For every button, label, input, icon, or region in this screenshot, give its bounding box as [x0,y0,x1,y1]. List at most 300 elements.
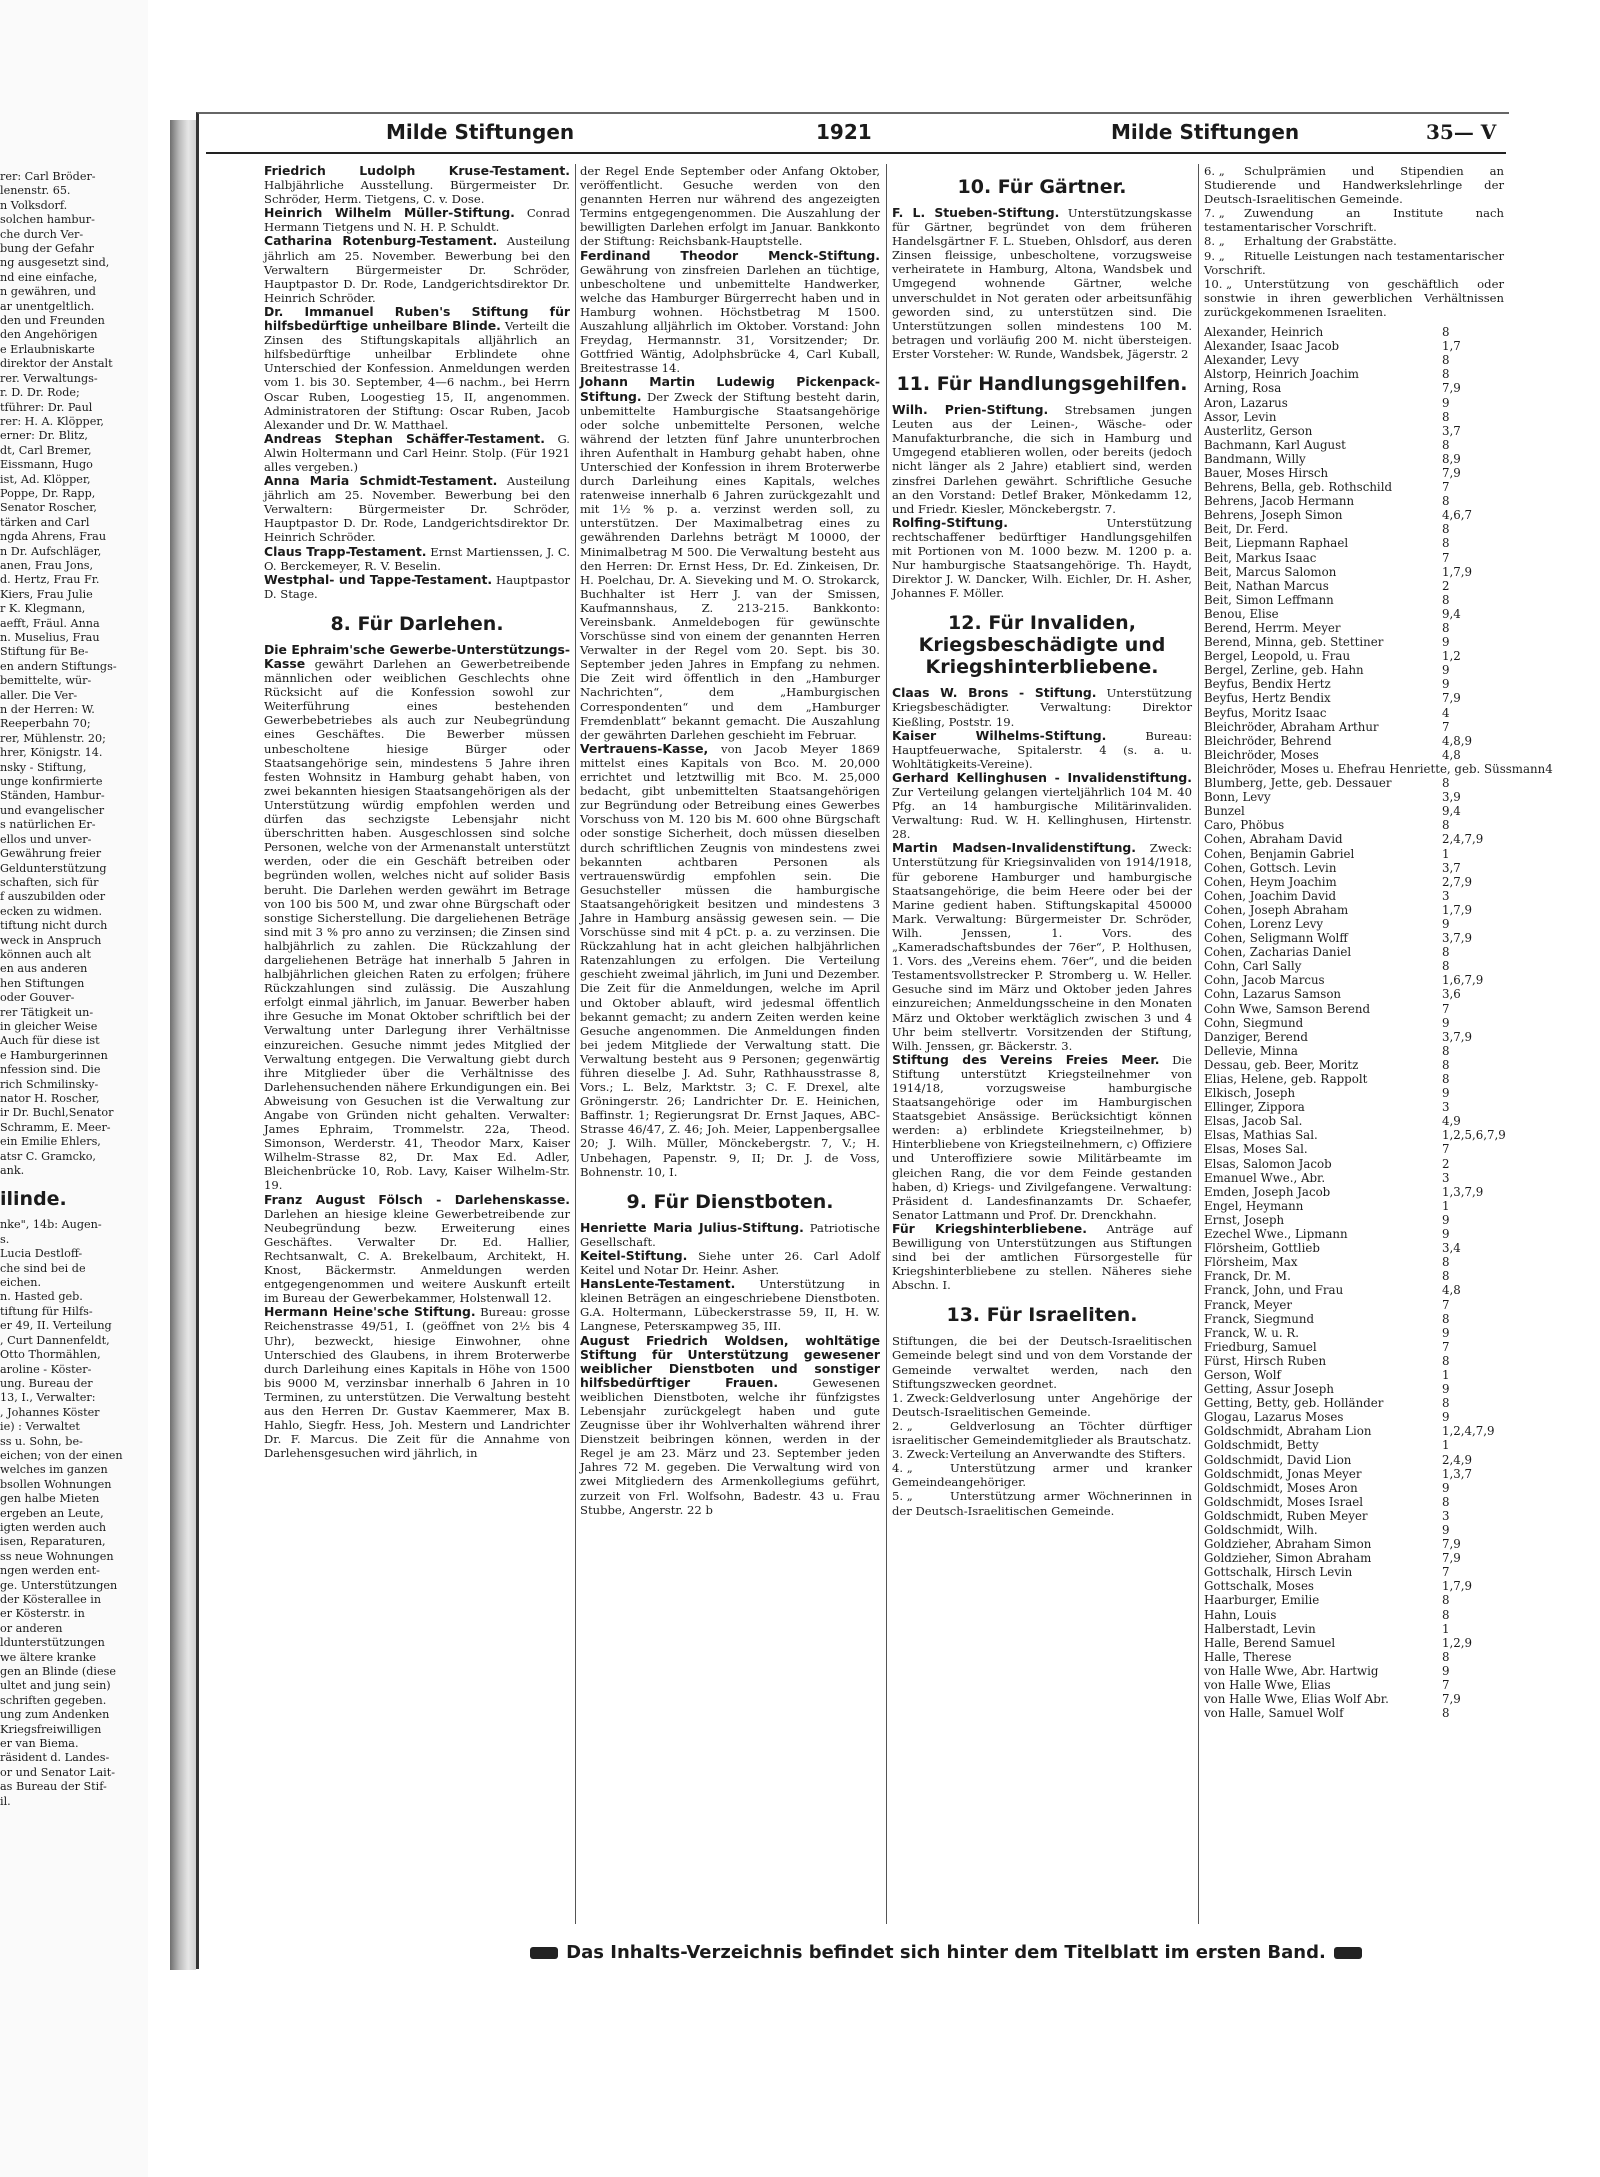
foundation-name: Cohn Wwe, Samson Berend [1204,1001,1371,1016]
foundation-name: Rolfing-Stiftung. [892,514,1008,530]
entry-paragraph [264,643,570,1193]
foundation-name: Stiftung des Vereins Freies Meer. [892,1051,1160,1067]
fragment-line: bsollen Wohnungen [0,1477,112,1491]
foundation-name: Dessau, geb. Beer, Moritz [1204,1057,1359,1072]
purpose-codes: 7,9 [1442,465,1461,480]
foundation-name: Goldzieher, Abraham Simon [1204,1537,1372,1552]
purpose-codes: 8 [1442,1494,1450,1509]
fragment-line: rich Schmilinsky- [0,1077,99,1091]
entry-paragraph [892,1334,1192,1390]
entry-text: Darlehen an hiesige kleine Gewerbetreibende zur Neubegründung bezw. Erweiterung eines Geschäftes. Verwalter Dr. Ed. Hallier, Rechtsanwalt, C. A. Brekelbaum, Architekt, H. Knost, Bäckermstr. Anmeldungen werden entgegengenommen und weitere Auskunft erteilt im Bureau der Gewerbekammer, Holstenwall 12. [264,1206,570,1306]
purpose-number: 5. „ [892,1489,913,1504]
purpose-codes: 9,4 [1442,606,1461,621]
foundation-name: Alexander, Heinrich [1204,325,1324,340]
index-row [1204,677,1504,691]
fragment-line: weck in Anspruch [0,933,102,947]
fragment-line: Kriegsfreiwilligen [0,1722,102,1736]
foundation-name: Berend, Herrm. Meyer [1204,621,1341,635]
foundation-name: Berend, Minna, geb. Stettiner [1204,635,1384,650]
fragment-line: ist, Ad. Klöpper, [0,472,91,486]
index-row [1204,522,1504,536]
fragment-line: ie) : Verwaltet [0,1420,80,1434]
foundation-name: Catharina Rotenburg-Testament. [264,233,498,249]
foundation-name: Elsas, Salomon Jacob [1204,1156,1332,1171]
index-row [1204,551,1504,565]
entry-paragraph [580,1277,880,1333]
purpose-codes: 3,4 [1442,1241,1461,1256]
index-row [1204,1410,1504,1424]
entry-text: Unterstützungskasse für Gärtner, begründet von dem früheren Handelsgärtner F. L. Stueben, Ohlsdorf, aus deren Zinsen fleissige, unbescholtene, vorzugsweise verheiratete in Hamburg, Altona, Wandsbek und Umgegend wohnende Gärtner, welche unverschuldet in Not geraten oder arbeitsunfähig geworden sind, zu unterstützen sind. Die Unterstützungen sollen mindestens 100 M. betragen und vorläufig 200 M. nicht übersteigen. Erster Vorsteher: W. Runde, Wandsbek, Jägerstr. 2 [892,206,1193,361]
index-row [1204,1636,1504,1650]
purpose-codes: 9,4 [1442,804,1461,819]
foundation-name: Friedburg, Samuel [1204,1339,1317,1354]
foundation-name: Dr. Immanuel Ruben's Stiftung für hilfsbedürftige unheilbare Blinde. [264,303,570,334]
entry-text: Unterstützung rechtschaffener bedürftiger Handlungsgehilfen mit Portionen von M. 1000 bezw. M. 1200 p. a. Nur hamburgische Staatsangehörige. Th. Haydt, Direktor J. W. Dancker, Wilh. Eichler, Dr. H. Asher, Johannes F. Möller. [892,515,1192,601]
purpose-codes: 9 [1442,395,1450,410]
fragment-line: s. [0,1232,10,1246]
fragment-line: Gewährung freier [0,847,102,861]
index-row [1204,691,1504,705]
purpose-codes: 8 [1442,522,1450,537]
foundation-name: Cohen, Joachim David [1204,888,1337,903]
purpose-codes: 8 [1442,1706,1450,1721]
purpose-entry [1204,249,1504,277]
adjacent-page-fragment [0,170,170,1950]
foundation-name: Claus Trapp-Testament. [264,543,427,559]
foundation-name: Alexander, Isaac Jacob [1204,339,1340,354]
fragment-line: lenenstr. 65. [0,184,71,198]
purpose-number: 8. „ [1204,234,1225,249]
index-row [1204,790,1504,804]
foundation-name: Claas W. Brons - Stiftung. [892,685,1097,701]
index-row [1204,367,1504,381]
fragment-line: der Kösterallee in [0,1593,102,1606]
entry-paragraph [264,1193,570,1306]
entry-paragraph [264,474,570,544]
fragment-line: unge konfirmierte [0,775,103,789]
purpose-number: 7. „ [1204,206,1225,221]
fragment-line: r. D. Dr. Rode; [0,386,80,400]
index-row [1204,339,1504,353]
entry-text: Bureau: grosse Reichenstrasse 49/51, I. (geöffnet von 2½ bis 4 Uhr), bezweckt, hiesige Einwohner, ohne Unterschied des Glaubens, in ihrem Broterwerbe durch Darleihung eines Kapitals in Höhe von 1500 bis 9000 M, verzinsbar innerhalb 6 Jahren in 10 Terminen, zu unterstützen. Die Verwaltung besteht aus den Herren Dr. Gustav Kaemmerer, Max B. Hahlo, Siegfr. Hess, Joh. Mestern und Landrichter Dr. F. Marcus. Die Zeit für die Annahme von Darlehensgesuchen wird jährlich, in [264,1305,570,1461]
purpose-codes: 1,7,9 [1442,1579,1473,1594]
fragment-line: en aus anderen [0,962,88,976]
purpose-codes: 1,2,4,7,9 [1442,1424,1495,1439]
fragment-line: räsident d. Landes- [0,1751,110,1765]
entry-paragraph [892,403,1192,516]
purpose-text: Schulprämien und Stipendien an Studierende und Handwerkslehrlinge der Deutsch-Israelitischen Gemeinde. [1204,164,1504,207]
index-row [1204,1565,1504,1579]
fragment-line: ein Emilie Ehlers, [0,1135,101,1149]
foundation-name: Cohen, Gottsch. Levin [1204,860,1337,875]
index-row [1204,1157,1504,1171]
foundation-name: Cohen, Zacharias Daniel [1204,945,1352,960]
entry-text: von Jacob Meyer 1869 mittelst eines Kapitals von Bco. M. 20,000 errichtet und letztwillig mit Bco. M. 25,000 bedacht, gibt unbemittelten Staatsangehörigen zur Begründung oder Betreibung eines Gewerbes Vorschuss von M. 120 bis M. 600 ohne Bürgschaft oder sonstige Sicherheit, doch müssen dieselben durch schriftlichen Zeugnis von mindestens zwei bekannten achtbaren Personen als vertrauenswürdig empfohlen sein. Die Gesuchsteller müssen die hamburgische Staatsangehörigkeit besitzen und mindestens 3 Jahre in Hamburg ansässig gewesen sein. — Die Vorschüsse sind mit 4 pCt. p. a. zu verzinsen. Die Rückzahlung hat in acht gleichen halbjährlichen Ratenzahlungen zu erfolgen. Die Verteilung geschieht zweimal jährlich, im Juni und Dezember. Die Zeit für die Anmeldungen, welche im April und Oktober ablauft, wird jedesmal öffentlich bekannt gemacht; zu andern Zeiten werden keine Gesuche angenommen. Die Anmeldungen finden bei jedem Mitgliede der Verwaltung statt. Die Verwaltung besteht aus 9 Personen; gegenwärtig führen dieselbe J. Ad. Suhr, Rathhausstrasse 8, Vors.; L. Belz, Marktstr. 3; C. F. Drexel, alte Gröningerstr. 26; Landrichter Dr. E. Heinichen, Baffinstr. 1; Regierungsrat Dr. Ernst Jaques, ABC-Strasse 46/47, Z. 46; Joh. Meier, Lappenbergsallee 20; J. Wilh. Müller, Mönckebergstr. 7, V.; H. Unbehagen, Papenstr. 9, II; Dr. J. de Voss, Bohnenstr. 10, I. [580,741,881,1179]
purpose-codes: 8 [1442,1649,1450,1664]
purpose-number: 3. Zweck: [892,1447,950,1462]
entry-text: Unterstützung Kriegsbeschädigter. Verwaltung: Direktor Kießling, Poststr. 19. [892,686,1192,729]
column-4 [1204,164,1553,1934]
entry-text: Zweck: Unterstützung für Kriegsinvaliden von 1914/1918, für geborene Hamburger und hamburgische Staatsangehörige, die beim Heere oder bei der Marine gedient haben. Stiftungskapital 450000 Mark. Verwaltung: Bürgermeister Dr. Schröder, Wilh. Jenssen, 1. Vors. des „Kameradschaftsbundes der 76er“, P. Holthusen, 1. Vors. des „Vereins ehem. 76er“, und die beiden Testamentsvollstrecker P. Stromberg u. W. Heller. Gesuche sind im März und Oktober jeden Jahres einzureichen; Anmeldungsscheine in den Monaten März und Oktober werktäglich zwischen 3 und 4 Uhr beim stellvertr. Vorsitzenden der Stiftung, Wilh. Jenssen, gr. Bäckerstr. 3. [892,841,1192,1053]
foundation-name: August Friedrich Woldsen, wohltätige Stiftung für Unterstützung gewesener weiblicher Dienstboten und sonstiger hilfsbedürftiger Frauen. [580,1332,880,1390]
entry-paragraph [264,545,570,573]
fragment-line: ecken zu widmen. [0,904,103,918]
foundation-name: Beyfus, Hertz Bendix [1204,691,1331,706]
entry-paragraph [264,305,570,432]
column-2 [580,164,880,1934]
fragment-line: rer. Verwaltungs- [0,371,98,385]
entry-text: Die Stiftung unterstützt Kriegsteilnehmer von 1914/18, vorzugsweise hamburgische Staatsangehörige oder im Hamburgischen Staatsgebiet Ansässige. Berücksichtigt können werden: a) erblindete Kriegsteilnehmer, b) Hinterbliebene von Kriegsteilnehmern, c) Offiziere und Unteroffiziere sowie Militärbeamte im gleichen Rang, die vor dem Feinde gestanden haben, d) Kriegs- und Zivilgefangene. Verwaltung: Präsident d. Landesfinanzamts Dr. Schaefer, Senator Lattmann und Prof. Dr. Drenckhahn. [892,1052,1193,1222]
foundation-name: Getting, Betty, geb. Holländer [1204,1396,1384,1411]
fragment-line: bemittelte, wür- [0,674,92,688]
index-row [1204,1298,1504,1312]
entry-paragraph [264,432,570,474]
foundation-name: Cohen, Joseph Abraham [1204,902,1349,917]
purpose-codes: 3,7,9 [1442,931,1473,946]
fragment-line: schriften gegeben. [0,1693,107,1707]
fragment-line: ldunterstützungen [0,1636,105,1650]
index-row [1204,818,1504,832]
purpose-codes: 9 [1442,1015,1450,1030]
purpose-codes: 1 [1442,1621,1450,1636]
index-row [1204,1453,1504,1467]
index-row [1204,1058,1504,1072]
index-row [1204,931,1504,945]
foundation-name: Halle, Therese [1204,1649,1292,1664]
foundation-name: Cohn, Siegmund [1204,1015,1304,1030]
purpose-codes: 7,9 [1442,381,1461,396]
purpose-codes: 9 [1442,1480,1450,1495]
entry-text: Hauptpastor D. Stage. [264,572,571,601]
fragment-line: nke", 14b: Augen- [0,1218,102,1232]
index-row [1204,480,1504,494]
entry-text: Geldverlosung an Töchter dürftiger israelitischer Gemeindemitglieder als Brautschatz. [892,1418,1192,1448]
purpose-codes: 3,6 [1442,987,1461,1002]
purpose-codes: 9 [1442,1523,1450,1537]
purpose-codes: 8 [1442,536,1450,551]
index-row [1204,1171,1504,1185]
fragment-line: aroline - Köster- [0,1362,92,1376]
index-row [1204,536,1504,550]
fragment-line: nsky - Stiftung, [0,760,87,774]
index-row [1204,1551,1504,1565]
header-year: 1921 [816,120,872,144]
index-row [1204,1213,1504,1227]
foundation-name: von Halle, Samuel Wolf [1204,1706,1344,1721]
fragment-line: we ältere kranke [0,1650,97,1664]
entry-paragraph [892,1222,1192,1292]
section-heading: 9. Für Dienstboten. [626,1190,834,1213]
purpose-codes: 9 [1442,635,1450,650]
fragment-line: den Angehörigen [0,328,98,342]
entry-paragraph [580,1221,880,1249]
index-row [1204,1593,1504,1607]
purpose-text: Rituelle Leistungen nach testamentarischer Vorschrift. [1204,248,1504,277]
entry-text: gewährt Darlehen an Gewerbetreibende männlichen oder weiblichen Geschlechts ohne Rücksicht auf die Konfession sowohl zur Weiterführung eines bestehenden Gewerbebetriebes als auch zur Neubegründung eines Geschäftes. Die Bewerber müssen unbescholtene hiesige Bürger oder Staatsangehörige sein, mindestens 5 Jahre ihren festen Wohnsitz in Hamburg gehabt haben, von zwei bekannten hiesigen Staatsangehörigen als der Unterstützung würdig empfohlen werden und dürfen das sechzigste Lebensjahr nicht überschritten haben. Ausgeschlossen sind solche Personen, welche von der Armenanstalt unterstützt werden, oder die ein Geschäft betreiben oder begründen wollen, welches nicht auf solider Basis beruht. Die Darlehen werden gewährt im Betrage von 100 bis 500 M, und zwar ohne Bürgschaft oder sonstige Sicherstellung. Die dargeliehenen Beträge sind mit 3 % pro anno zu verzinsen; die Zinsen sind halbjährlich zu zahlen. Die Rückzahlung der dargeliehenen Beträge hat innerhalb 5 Jahren in halbjährlichen gleichen Raten zu erfolgen; frühere Rückzahlungen sind zulässig. Die Auszahlung erfolgt einmal jährlich, im Januar. Bewerber haben ihre Gesuche im Monat Oktober schriftlich bei der Verwaltung unter Darlegung ihrer Verhältnisse einzureichen. Gesuche nimmt jedes Mitglied der Verwaltung entgegen. Die Verwaltung giebt durch ihre Mitglieder über die Verhältnisse des Darlehensuchenden nähere Erkundigungen ein. Bei Abweisung von Gesuchen ist die Verwaltung zur Angabe von Gründen nicht gehalten. Verwalter: James Ephraim, Trommelstr. 22a, Theod. Simonson, Werderstr. 41, Theodor Marx, Kaiser Wilhelm-Strasse 82, Dr. Max Ed. Adler, Bleichenbrücke 10, Rob. Lavy, Kaiser Wilhelm-Str. 19. [264,657,570,1193]
index-row [1204,1396,1504,1410]
fragment-line: tiftung nicht durch [0,919,108,933]
foundation-name: Beit, Markus Isaac [1204,550,1317,565]
foundation-name: Austerlitz, Gerson [1204,423,1313,438]
fragment-line: gen halbe Mieten [0,1492,100,1506]
index-row [1204,1044,1504,1058]
column-3 [892,164,1192,1934]
entry-text: der Regel Ende September oder Anfang Oktober, veröffentlicht. Gesuche werden von den genannten Herren nur während des angezeigten Termins entgegengenommen. Die Auszahlung der bewilligten Darlehen erfolgt im Januar. Bankkonto der Stiftung: Reichsbank-Hauptstelle. [580,164,880,249]
index-row [1204,1424,1504,1438]
entry-paragraph [264,234,570,304]
index-row [1204,903,1504,917]
fragment-line: in gleicher Weise [0,1019,98,1033]
foundation-name: Ferdinand Theodor Menck-Stiftung. [580,247,880,263]
fragment-line: e Hamburgerinnen [0,1048,108,1062]
index-row [1204,579,1504,593]
foundation-name: Die Ephraim'sche Gewerbe-Unterstützungs-Kasse [264,641,570,671]
fragment-line: d. Hertz, Frau Fr. [0,573,100,587]
foundation-name: Kaiser Wilhelms-Stiftung. [892,727,1107,743]
fragment-line: , Curt Dannenfeldt, [0,1333,110,1347]
foundation-name: Emden, Joseph Jacob [1204,1184,1331,1199]
index-row [1204,847,1504,861]
entry-paragraph [892,206,1192,361]
foundation-name: Goldschmidt, Moses Israel [1204,1494,1364,1509]
purpose-codes: 8 [1442,353,1450,368]
purpose-list-continued [1204,164,1504,319]
index-row [1204,1495,1504,1509]
foundation-name: Goldschmidt, Betty [1204,1438,1319,1453]
foundation-name: Behrens, Joseph Simon [1204,508,1343,523]
foundation-name: Elkisch, Joseph [1204,1086,1296,1101]
foundation-name: Goldschmidt, Wilh. [1204,1523,1318,1537]
index-row [1204,1199,1504,1213]
fragment-line: ultet and jung sein) [0,1679,111,1693]
entry-paragraph [892,686,1192,728]
foundation-name: Friedrich Ludolph Kruse-Testament. [264,163,570,178]
fragment-line: n Volksdorf. [0,198,68,212]
purpose-codes: 7 [1442,1339,1450,1354]
fragment-line: eichen; von der einen [0,1448,123,1462]
fragment-line: Geldunterstützung [0,861,107,875]
index-row [1204,1537,1504,1551]
foundation-name: Franck, Dr. M. [1204,1269,1291,1284]
foundation-name: Bleichröder, Abraham Arthur [1204,719,1379,734]
purpose-codes: 8 [1442,494,1450,509]
fragment-line: 13, I., Verwalter: [0,1391,96,1405]
entry-text: Unterstützung armer und kranker Gemeindeangehöriger. [892,1461,1192,1490]
fragment-line: Auch für diese ist [0,1034,100,1048]
fragment-line: aefft, Fräul. Anna [0,616,100,630]
entry-paragraph [892,1053,1192,1222]
index-row [1204,649,1504,663]
foundation-index [1204,325,1553,1721]
purpose-codes: 3,9 [1442,790,1461,805]
foundation-name: Danziger, Berend [1204,1029,1308,1044]
fragment-line: Senator Roscher, [0,501,97,515]
header-left: Milde Stiftungen [386,120,575,144]
foundation-name: Bachmann, Karl August [1204,437,1346,452]
entry-paragraph [580,1334,880,1517]
foundation-name: Cohn, Carl Sally [1204,959,1302,974]
fragment-line: n gewähren, und [0,285,96,299]
fragment-line: bung der Gefahr [0,242,94,256]
foundation-name: Emanuel Wwe., Abr. [1204,1170,1326,1185]
foundation-name: Ellinger, Zippora [1204,1100,1305,1115]
entry-text: Ernst Martienssen, J. C. O. Berckemeyer, R. V. Beselin. [264,544,571,573]
purpose-codes: 8 [1442,325,1450,340]
foundation-name: Cohen, Seligmann Wolff [1204,931,1348,946]
purpose-codes: 8 [1442,1269,1450,1284]
fragment-line: können auch alt [0,947,91,961]
fragment-heading: ilinde. [0,1188,67,1211]
purpose-codes: 4 [1545,761,1553,776]
index-row [1204,1354,1504,1368]
entry-paragraph [892,1447,1192,1461]
foundation-name: von Halle Wwe, Abr. Hartwig [1204,1663,1379,1678]
foundation-name: Elias, Helene, geb. Rappolt [1204,1072,1368,1086]
purpose-codes: 8 [1442,409,1450,424]
foundation-name: Goldzieher, Simon Abraham [1204,1551,1372,1566]
foundation-name: Cohen, Benjamin Gabriel [1204,846,1355,861]
fragment-line: ar unentgeltlich. [0,299,95,313]
foundation-name: Ernst, Joseph [1204,1212,1285,1227]
page-header [206,120,1506,148]
fragment-line: ng ausgesetzt sind, [0,256,110,270]
purpose-codes: 4,6,7 [1442,508,1473,523]
entry-text: Anträge auf Bewilligung von Unterstützungen aus Stiftungen sind bei der amtlichen Fürsorgestelle für Kriegshinterbliebene zu stellen. Näheres siehe Abschn. I. [892,1221,1192,1293]
fragment-line: ung zum Andenken [0,1708,110,1722]
index-row [1204,1664,1504,1678]
purpose-codes: 1,7,9 [1442,902,1473,917]
fragment-line: den und Freunden [0,314,105,328]
fragment-line: Lucia Destloff- [0,1247,83,1261]
index-row [1204,466,1504,480]
fragment-line: Reeperbahn 70; [0,717,91,731]
purpose-codes: 9 [1442,1410,1450,1425]
entry-paragraph [264,164,570,206]
purpose-codes: 3 [1442,1508,1450,1523]
index-row [1204,452,1504,466]
purpose-codes: 8,9 [1442,451,1461,466]
entry-paragraph [892,516,1192,601]
foundation-name: Halle, Berend Samuel [1204,1635,1336,1650]
fragment-line: dt, Carl Bremer, [0,443,92,457]
fragment-line: che durch Ver- [0,227,84,241]
index-row [1204,959,1504,973]
foundation-name: Franck, Siegmund [1204,1311,1315,1326]
foundation-name: Franck, W. u. R. [1204,1325,1300,1340]
entry-text: Gewährung von zinsfreien Darlehen an tüchtige, unbescholtene und unbemittelte Handwerker, welche das Hamburger Bürgerrecht haben und in Hamburg wohnen. Höchstbetrag M 1500. Auszahlung alljährlich im Oktober. Vorstand: John Freydag, Hermannstr. 31, Vorsitzender; Dr. Gottfried Wäntig, Adolphsbrücke 4, Carl Kuball, Breitestrasse 14. [580,262,880,376]
fragment-line: as Bureau der Stif- [0,1780,107,1794]
foundation-name: Anna Maria Schmidt-Testament. [264,473,498,489]
index-row [1204,593,1504,607]
entry-text: Verteilt die Zinsen des Stiftungskapitals alljährlich an hilfsbedürftige unheilbar Erblindete ohne Unterschied der Konfession. Anmeldungen werden vom 1. bis 30. September, 4—6 nachm., bei Herrn Oscar Ruben, Loogestieg 15, II, angenommen. Administratoren der Stiftung: Oscar Ruben, Jacob Alexander und Dr. W. Matthael. [264,319,571,432]
fragment-line: il. [0,1794,11,1808]
index-row [1204,381,1504,395]
purpose-codes: 9 [1442,1227,1450,1242]
foundation-name: Flörsheim, Max [1204,1255,1298,1270]
purpose-codes: 2,4,7,9 [1442,832,1484,847]
index-row [1204,1086,1504,1100]
purpose-entry [1204,164,1504,206]
purpose-entry [1204,277,1504,319]
purpose-codes: 8 [1442,945,1450,960]
fragment-line: ss u. Sohn, be- [0,1434,83,1448]
entry-paragraph [264,1305,570,1460]
foundation-name: Elsas, Mathias Sal. [1204,1128,1318,1143]
entry-paragraph [580,249,880,376]
foundation-name: Bergel, Leopold, u. Frau [1204,649,1351,664]
foundation-name: Beyfus, Bendix Hertz [1204,677,1331,692]
entry-paragraph [580,375,880,741]
index-row [1204,1608,1504,1622]
index-row [1204,1509,1504,1523]
purpose-codes: 3,7,9 [1442,1029,1473,1044]
index-row [1204,973,1504,987]
purpose-codes: 9 [1442,677,1450,692]
fragment-line: aller. Die Ver- [0,688,78,702]
index-row [1204,1340,1504,1354]
foundation-name: Goldschmidt, Ruben Meyer [1204,1508,1368,1523]
entry-text: Austeilung jährlich am 25. November. Bewerbung bei den Verwaltern: Bürgermeister Dr. Schröder, Hauptpastor D. Dr. Rode, Landgerichtsdirektor Dr. Heinrich Schröder. [264,474,570,545]
index-row [1204,734,1504,748]
purpose-codes: 7 [1442,1565,1450,1580]
purpose-codes: 9 [1442,916,1450,931]
fragment-line: Schramm, E. Meer- [0,1120,111,1134]
foundation-name: Johann Martin Ludewig Pickenpack-Stiftung. [580,374,880,404]
entry-paragraph [892,1391,1192,1419]
purpose-codes: 8 [1442,1607,1450,1622]
purpose-text: Erhaltung der Grabstätte. [1244,234,1397,249]
foundation-name: Beit, Marcus Salomon [1204,564,1337,579]
purpose-codes: 8 [1442,367,1450,382]
purpose-codes: 8 [1442,1057,1450,1072]
entry-paragraph [892,841,1192,1052]
foundation-name: Bleichröder, Behrend [1204,733,1332,748]
purpose-number: 2. „ [892,1418,913,1433]
footer-text: Das Inhalts-Verzeichnis befindet sich hinter dem Titelblatt im ersten Band. [566,1942,1326,1963]
index-row [1204,1650,1504,1664]
fragment-line: hen Stiftungen [0,976,85,990]
foundation-name: Andreas Stephan Schäffer-Testament. [264,430,545,446]
purpose-number: 9. „ [1204,248,1225,263]
fragment-line: ergeben an Leute, [0,1506,104,1520]
foundation-name: Westphal- und Tappe-Testament. [264,571,493,587]
fragment-line: che sind bei de [0,1261,86,1275]
purpose-codes: 1,6,7,9 [1442,973,1484,988]
foundation-name: Cohn, Lazarus Samson [1204,987,1342,1002]
foundation-name: Beit, Nathan Marcus [1204,578,1329,593]
fragment-line: schaften, sich für [0,875,99,889]
fragment-line: ss neue Wohnungen [0,1549,114,1563]
fragment-line: gen an Blinde (diese [0,1665,116,1679]
purpose-codes: 8 [1442,1593,1450,1608]
purpose-codes: 7 [1442,719,1450,734]
index-row [1204,987,1504,1001]
entry-text: Patriotische Gesellschaft. [580,1220,880,1249]
purpose-codes: 7 [1442,480,1450,495]
fragment-line: erner: Dr. Blitz, [0,429,88,443]
foundation-name: Gerson, Wolf [1204,1367,1281,1382]
foundation-name: Glogau, Lazarus Moses [1204,1410,1344,1425]
fragment-line: Eissmann, Hugo [0,458,93,472]
fragment-line: rer: H. A. Klöpper, [0,414,104,428]
purpose-codes: 8 [1442,1255,1450,1270]
index-row [1204,1227,1504,1241]
index-row [1204,748,1504,762]
foundation-name: Keitel-Stiftung. [580,1247,688,1263]
fragment-line: n der Herren: W. [0,703,95,717]
entry-paragraph [892,1489,1192,1517]
entry-paragraph [580,1249,880,1277]
